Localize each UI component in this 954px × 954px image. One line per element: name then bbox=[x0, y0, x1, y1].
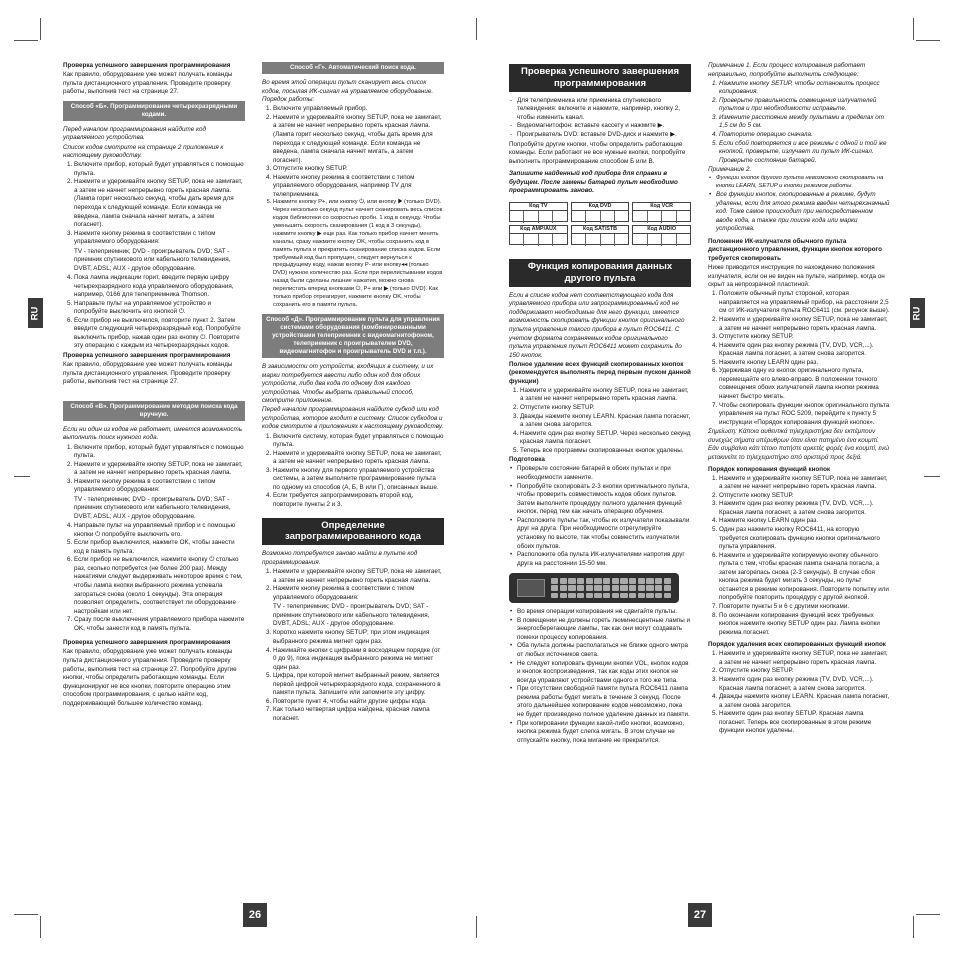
section-heading: Проверка успешного завершения программирования bbox=[63, 639, 231, 647]
section-band: Способ «Д». Программирование пульта для управления системами оборудования (комбинированными устройствами телеприемник с видеомагнитофоном, телеприемник с проигрывателем DVD, видеомагнитофон и проигрыватель DVD и т.п.). bbox=[262, 314, 444, 358]
crop-mark bbox=[916, 914, 940, 915]
section-heading: Подготовка bbox=[509, 456, 545, 464]
steps-list bbox=[63, 444, 245, 495]
list-item: 3. Дважды нажмите кнопку LEARN. Красная лампа погаснет, а затем снова загорится. bbox=[520, 413, 691, 430]
crop-mark bbox=[476, 18, 477, 40]
list-item: 6. Если прибор не выключился, повторите пункт 2. Затем введите следующий четырехразрядный код. Попробуйте выключить прибор, нажав один раз кнопку ⏻. Повторите эту операцию с каждым из четырехразрядных кодов. bbox=[74, 317, 245, 351]
steps-list bbox=[63, 522, 245, 633]
section-band: Проверка успешного завершения программирования bbox=[509, 64, 691, 92]
list-item: 4. Нажмите один раз кнопку SETUP. Через несколько секунд красная лампа погаснет. bbox=[520, 430, 691, 447]
list-item: • В помещении не должны гореть люминесцентные лампы и энергосберегающие лампы, так как они могут создавать помехи процессу копирования. bbox=[517, 617, 691, 643]
steps-list bbox=[509, 387, 691, 456]
list-item: 3. Нажмите кнопку для первого управляемого устройства системы, а затем выполните программирование пульта по одному из способов (А, Б, В или Г), описанных выше. bbox=[273, 467, 444, 493]
list-item: 1. Нажмите и удерживайте кнопку SETUP, пока не замигает, а затем не начнет непрерывно гореть красная лампа. bbox=[719, 650, 890, 667]
list-item: 4. Дважды нажмите кнопку LEARN. Красная лампа погаснет, а затем снова загорится. bbox=[719, 693, 890, 710]
code-boxes bbox=[509, 202, 691, 245]
list-item: 4. Повторите операцию сначала. bbox=[719, 131, 890, 140]
code-box[interactable]: Код AUDIO bbox=[632, 225, 691, 245]
list-item: • При копировании функции какой-либо кнопки, возможно, кнопка режима будет слегка мигать. В этом случае не отпускайте кнопку, пока мигание не прекратится. bbox=[517, 720, 691, 746]
greek-note: Σημείωση: Κάποια αυθεντικά τηλεχειριστήρια δεν εκπέμπουν συνεχώς σήματα υπέρυθρων όταν είναι πατημένο ένα κουμπί. Εάν συμβαίνει κάτι τέτοιο πατήστε αρκετές φορές ένα κουμπί, ενώ μετακινείτε το τηλεχειριστήριο από αριστερά προς δεξιά. bbox=[708, 428, 890, 461]
list-item: 5. Нажмите один раз кнопку SETUP. Красная лампа погаснет. Теперь все скопированные в этом режиме функции кнопок удалены. bbox=[719, 710, 890, 736]
list-item: 3. Коротко нажмите кнопку SETUP; при этом индикация выбранного режима мигнет один раз. bbox=[273, 629, 444, 646]
list-item: 4. Направьте пульт на управляемый прибор и с помощью кнопки ⏻ попробуйте выключить его. bbox=[74, 522, 245, 539]
note-1 bbox=[708, 62, 890, 79]
list-item: 6. Повторите пункт 4, чтобы найти другие цифры кода. bbox=[273, 698, 444, 707]
list-item: 5. Если прибор выключился, нажмите OK, чтобы занести код в память пульта. bbox=[74, 539, 245, 556]
paragraph: Как правило, оборудование уже может получать команды пульта дистанционного управления. Проведите проверку работы, выполнив тест на странице 27. bbox=[63, 71, 233, 96]
list-item: 2. Отпустите кнопку SETUP. bbox=[719, 667, 890, 676]
section-band: Способ «Б». Программирование четырехразрядными кодами. bbox=[63, 101, 245, 121]
steps-list bbox=[262, 568, 444, 602]
language-tab-right: RU bbox=[910, 298, 925, 328]
section-band: Способ «В». Программирование методом поиска кода вручную. bbox=[63, 401, 245, 421]
bullet-list bbox=[509, 97, 691, 140]
note-text: Если процесс копирования работает неправильно, попробуйте выполнить следующее: bbox=[708, 62, 866, 78]
crop-mark bbox=[14, 476, 30, 477]
list-item: 5. Нажмите кнопку LEARN один раз. bbox=[719, 359, 890, 368]
bullet-list bbox=[509, 608, 691, 745]
list-item: 2. Нажмите и удерживайте кнопку SETUP, пока не замигает, а затем не начнет непрерывно гореть красная лампа. bbox=[719, 316, 890, 333]
section-heading: Проверка успешного завершения программирования bbox=[63, 352, 231, 359]
page-number-left: 26 bbox=[243, 903, 267, 927]
list-item: 2. Отпустите кнопку SETUP. bbox=[520, 404, 691, 413]
steps-list bbox=[63, 274, 245, 351]
crop-mark bbox=[916, 40, 940, 41]
list-item: 5. Цифра, при которой мигнет выбранный режим, является первой цифрой четырехразрядного кода, сохраненного в памяти пульта. Запишите или запомните эту цифру. bbox=[273, 672, 444, 698]
list-item: 6. Если прибор не выключился, нажмите кнопку ⏻ столько раз, сколько потребуется (не более 200 раз). Между нажатиями следует выдерживать некоторое время с тем, чтобы лампа кнопки выбранного режима успевала загораться снова (около 1 секунды). Эта операция позволяет определить, соответствует ли оборудование настройкам или нет. bbox=[74, 556, 245, 616]
list-item: 7. Как только четвертая цифра найдена, красная лампа погаснет. bbox=[273, 706, 444, 723]
list-item: 1. Положите обычный пульт стороной, которая направляется на управляемый прибор, на расстоянии 2,5 см от ИК-излучателя пульта ROC6411 (см. рисунок выше). bbox=[719, 290, 890, 316]
column-1 bbox=[63, 62, 245, 709]
list-item: 7. Сразу после выключения управляемого прибора нажмите OK, чтобы занести код в память пульта. bbox=[74, 616, 245, 633]
list-item: 6. Нажмите и удерживайте копируемую кнопку обычного пульта с тем, чтобы красная лампа сначала погасла, а затем загорелась снова (2-3 секунды). В случае сбоя кнопка режима будет мигать 3 секунды, но пульт останется в режиме копирования. Повторите попытку или попробуйте повторить процедуру с другой кнопкой. bbox=[719, 552, 890, 603]
italic-note: В зависимости от устройств, входящих в систему, и их марки потребуется ввести либо один код для обоих устройств, либо два кода по одному для каждого устройства. Чтобы выбрать правильный способ, смотрите приложение. bbox=[262, 363, 434, 405]
list-item: 1. Нажмите кнопку SETUP, чтобы остановить процесс копирования. bbox=[719, 80, 890, 97]
list-item: 1. Включите прибор, который будет управляться с помощью пульта. bbox=[74, 161, 245, 178]
list-item: 5. Нажмите кнопку P+, или кнопку ⏻, или кнопку ▶ (только DVD). Через несколько секунд пульт начнет сканировать весь список кодов библиотеки со скоростью пробн. 1 код в секунду. Чтобы уменьшить скорость сканирования (1 код в 3 секунды), нажмите кнопку ▶ еще раз. Как только прибор начнет менять каналы, сразу нажмите кнопку OK, чтобы сохранить код в память пульта и прекратить сканирование списка кодов. Если требуемый код был пропущен, следует вернуться к предыдущему коду, нажав кнопку P- или кнопку◂◂ (только DVD) нужное количество раз. Если при перелистывании кодов назад были сделаны лишние нажатия, можно снова перелистать вперед кнопками ⏻, P+ или ▶ (только DVD). Как только прибор отреагирует, нажмите кнопку OK, чтобы сохранить его в памяти пульта. bbox=[273, 199, 444, 309]
bold-note: Запишите найденный код прибора для справки в будущем. После замены батарей пульт необходимо программировать заново. bbox=[509, 170, 678, 195]
paragraph: Как правило, оборудование уже может получать команды пульта дистанционного управления. Проведите проверку работы, выполнив тест на странице 27. Попробуйте другие кнопки, чтобы определить работающие команды. Если функционируют не все кнопки, повторите операцию этим способом программирования, с целью найти код, поддерживающий большее количество команд. bbox=[63, 648, 237, 707]
list-item: 5. Если сбой повторяется и все режимы с одной и той же кнопкой, проверьте, излучает ли пульт ИК-сигнал. Проверьте состояние батарей. bbox=[719, 140, 890, 166]
crop-mark bbox=[40, 18, 41, 40]
steps-list bbox=[262, 105, 444, 309]
list-item: 3. Отпустите кнопку SETUP. bbox=[719, 333, 890, 342]
section-band: Функция копирования данных другого пульта bbox=[509, 259, 691, 287]
paragraph: Попробуйте другие кнопки, чтобы определить работающие команды. Если работают не все нужные кнопки, попробуйте выполнить программирование способом Б или В. bbox=[509, 140, 686, 165]
list-item: 2. Нажмите и удерживайте кнопку SETUP, пока не замигает, а затем не начнет непрерывно гореть красная лампа. (Лампа горит несколько секунд, чтобы дать время для перехода к следующей команде. Если команда не введена, лампа сначала начнет мигать, а затем погаснет). bbox=[74, 178, 245, 229]
list-item: 1. Нажмите и удерживайте кнопку SETUP, пока не замигает, а затем не начнет непрерывно гореть красная лампа. bbox=[273, 568, 444, 585]
italic-note: Список кодов смотрите на странице 2 приложения к настоящему руководству. bbox=[63, 143, 224, 160]
steps-list bbox=[708, 290, 890, 427]
paragraph: Ниже приводится инструкция по нахождению положения излучателя, если он не виден на пульте, например, когда он скрыт за непрозрачной пластиной. bbox=[708, 264, 885, 289]
column-4 bbox=[708, 62, 890, 737]
italic-note: Перед началом программирования найдите субкод или код устройства, которое входит в систему. Список субкодов и кодов смотрите в приложениях к настоящему руководству. bbox=[262, 406, 444, 431]
list-item: • Все функции кнопок, скопированные в режиме, будут удалены, если для этого режима введен четырехзначный код. Тоже самое происходит при непосредственном вводе кода, а также при поиске кода или марки устройства. bbox=[716, 191, 890, 234]
list-item: 1. Включите систему, которая будет управляться с помощью пульта. bbox=[273, 433, 444, 450]
steps-list bbox=[262, 629, 444, 723]
section-heading: Проверка успешного завершения программирования bbox=[63, 62, 231, 69]
list-item: • Расположите оба пульта ИК-излучателями напротив друг друга на расстоянии 15-50 мм. bbox=[517, 551, 691, 568]
list-item: - Проигрыватель DVD: вставьте DVD-диск и нажмите ▶. bbox=[517, 131, 691, 140]
page-number-right: 27 bbox=[688, 903, 712, 927]
list-item: • Во время операции копирования не сдвигайте пульты. bbox=[517, 608, 691, 617]
list-item: 2. Нажмите и удерживайте кнопку SETUP, пока не замигает, а затем не начнет непрерывно гореть красная лампа. (Лампа горит несколько секунд, чтобы дать время для перехода к следующей команде. Если команда не введена, лампа сначала начнет мигать, а затем погаснет). bbox=[273, 114, 444, 165]
list-item: 3. Нажмите один раз кнопку режима (TV, DVD, VCR,...). Красная лампа погаснет, а затем снова загорится. bbox=[719, 676, 890, 693]
italic-note: Если в списке кодов нет соответствующего кода для управляемого прибора или запрограммированный код не поддерживает необходимые для него функции, имеется возможность скопировать функции кнопок оригинального пульта управления такого прибора в пульт ROC6411. С учетом формата сохраняемых кодов оригинального пульта управления пульт ROC6411 может сохранить до 150 кнопок. bbox=[509, 291, 685, 359]
list-item: 2. Проверьте правильность совмещения излучателей пультов и при необходимости исправьте. bbox=[719, 97, 890, 114]
list-item: 1. Включите прибор, который будет управляться с помощью пульта. bbox=[74, 444, 245, 461]
bullet-list bbox=[509, 465, 691, 568]
crop-mark bbox=[40, 916, 41, 938]
list-item: 1. Нажмите и удерживайте кнопку SETUP, пока не замигает, а затем не начнет непрерывно гореть красная лампа. bbox=[520, 387, 691, 404]
section-heading: Порядок копирования функций кнопок bbox=[708, 465, 831, 473]
steps-list bbox=[708, 80, 890, 166]
list-item: 7. Чтобы скопировать функции кнопок оригинального пульта управления на пульт ROC 5209, перейдите к пункту 5 инструкции «Порядок копирования функций кнопок». bbox=[719, 402, 890, 428]
crop-mark bbox=[14, 914, 38, 915]
bullet-list bbox=[708, 175, 890, 234]
section-heading: Полное удаление всех функций скопированных кнопок (рекомендуется выполнять перед первым пуском данной функции) bbox=[509, 360, 691, 385]
list-item: • Попробуйте скопировать 2-3 кнопки оригинального пульта, чтобы проверить совместимость кодов обоих пультов. Затем выполните процедуру полного удаления функций кнопок, перед тем как начать операцию обучения. bbox=[517, 483, 691, 517]
list-item: 2. Нажмите и удерживайте кнопку SETUP, пока не замигает, а затем не начнет непрерывно гореть красная лампа. bbox=[273, 450, 444, 467]
code-box[interactable]: Код AMP/AUX bbox=[509, 225, 568, 245]
section-heading: Порядок удаления всех скопированных функций кнопок bbox=[708, 641, 886, 649]
modes-text: TV - телеприемник; DVD - проигрыватель DVD; SAT - приемник спутникового или кабельного телевидения, DVBT, ADSL; AUX - другое оборудование. bbox=[74, 495, 231, 520]
column-3 bbox=[509, 62, 691, 746]
list-item: 8. По окончании копирования функций всех требуемых кнопок нажмите кнопку SETUP один раз. Лампа кнопки режима погаснет. bbox=[719, 612, 890, 638]
list-item: 3. Измените расстояние между пультами в пределах от 1,5 см до 5 см. bbox=[719, 114, 890, 131]
list-item: 3. Отпустите кнопку SETUP. bbox=[273, 165, 444, 174]
list-item: 4. Пока лампа индикации горит, введите первую цифру четырехразрядного кода управляемого оборудования, например, 0166 для телеприемника Thomson. bbox=[74, 274, 245, 300]
list-item: 4. Нажимайте кнопки с цифрами в восходящем порядке (от 0 до 9), пока индикация выбранного режима не мигнет один раз. bbox=[273, 647, 444, 673]
code-box[interactable]: Код DVD bbox=[571, 202, 630, 222]
list-item: 5. Теперь все программы скопированных кнопок удалены. bbox=[520, 447, 691, 456]
note-label: Примечание 2. bbox=[708, 166, 752, 174]
italic-note: Возможно потребуется заново найти в пульте код программирования. bbox=[262, 550, 418, 566]
list-item: - Видеомагнитофон: вставьте кассету и нажмите ▶. bbox=[517, 122, 691, 131]
steps-list bbox=[708, 475, 890, 638]
list-item: 3. Нажмите один раз кнопку режима (TV, DVD, VCR,...). Красная лампа погаснет, а затем снова загорится. bbox=[719, 500, 890, 517]
code-box[interactable]: Код TV bbox=[509, 202, 568, 222]
crop-mark bbox=[913, 916, 914, 938]
list-item: • Проверьте состояние батарей в обоих пультах и при необходимости замените. bbox=[517, 465, 691, 482]
list-item: 4. Если требуется запрограммировать второй код, повторите пункты 2 и 3. bbox=[273, 492, 444, 509]
crop-mark bbox=[913, 18, 914, 40]
steps-list bbox=[63, 161, 245, 247]
list-item: 3. Нажмите кнопку режима в соответствии с типом управляемого оборудования: bbox=[74, 230, 245, 247]
list-item: 2. Нажмите кнопку режима в соответствии с типом управляемого оборудования: bbox=[273, 585, 444, 602]
list-item: 4. Нажмите кнопку LEARN один раз. bbox=[719, 517, 890, 526]
crop-mark bbox=[924, 476, 940, 477]
list-item: 2. Отпустите кнопку SETUP. bbox=[719, 492, 890, 501]
column-2 bbox=[262, 62, 444, 725]
list-item: • При отсутствии свободной памяти пульта ROC6411 лампа режима работы будет мигать в течение 3 секунд. После этого дальнейшее копирование кодов невозможно, пока не будет произведено полное удаление данных из памяти. bbox=[517, 685, 691, 719]
list-item: 1. Нажмите и удерживайте кнопку SETUP, пока не замигает, а затем не начнет непрерывно гореть красная лампа. bbox=[719, 475, 890, 492]
crop-mark bbox=[476, 916, 477, 938]
italic-note: Если ни один из кодов не работает, имеется возможность выполнить поиск нужного кода. bbox=[63, 425, 243, 442]
section-band: Определение запрограммированного кода bbox=[262, 518, 444, 546]
language-tab-left: RU bbox=[28, 298, 43, 328]
list-item: 3. Нажмите кнопку режима в соответствии с типом управляемого оборудования: bbox=[74, 478, 245, 495]
list-item: 7. Повторите пункты 5 и 6 с другими кнопками. bbox=[719, 603, 890, 612]
list-item: • Расположите пульты так, чтобы их излучатели показывали друг на друга. При необходимости отрегулируйте установку по высоте, так чтобы совместить излучатели обоих пультов. bbox=[517, 517, 691, 551]
list-item: 2. Нажмите и удерживайте кнопку SETUP, пока не замигает, а затем не начнет непрерывно гореть красная лампа. bbox=[74, 461, 245, 478]
list-item: - Для телеприемника или приемника спутникового телевидения: включите и нажмите, например, кнопку 2, чтобы изменить канал. bbox=[517, 97, 691, 123]
list-item: • Оба пульта должны располагаться не ближе одного метра от любых источников света. bbox=[517, 642, 691, 659]
crop-mark bbox=[14, 40, 38, 41]
list-item: 1. Включите управляемый прибор. bbox=[273, 105, 444, 114]
list-item: 5. Один раз нажмите кнопку ROC6411, на которую требуется скопировать функцию кнопки оригинального пульта управления. bbox=[719, 526, 890, 552]
italic-note: Во время этой операции пульт сканирует весь список кодов, посылая ИК-сигнал на управляемое оборудование. Порядок работы: bbox=[262, 79, 434, 104]
list-item: 4. Нажмите один раз кнопку режима (TV, DVD, VCR,...). Красная лампа погаснет, а затем снова загорится. bbox=[719, 342, 890, 359]
list-item: • Не следует копировать функции кнопки VOL, кнопок кодов и кнопок воспроизведения, так как коды этих кнопок не всегда управляют устройствами одного и того же типа. bbox=[517, 660, 691, 686]
code-box[interactable]: Код VCR bbox=[632, 202, 691, 222]
code-box[interactable]: Код SAT/STB bbox=[571, 225, 630, 245]
section-band: Способ «Г». Автоматический поиск кода. bbox=[262, 62, 444, 74]
list-item: 5. Направьте пульт на управляемое устройство и попробуйте выключить его кнопкой ⏻. bbox=[74, 300, 245, 317]
list-item: 6. Удерживая одну из кнопок оригинального пульта, перемещайте его влево-вправо. В положении точного совмещения обоих излучателей лампа кнопки режима начнет быстро мигать. bbox=[719, 367, 890, 401]
paragraph: Как правило, оборудование уже может получать команды пульта дистанционного управления. Проведите проверку работы, выполнив тест на странице 27. bbox=[63, 361, 233, 386]
list-item: • Функции кнопок другого пульта невозможно скопировать на кнопки LEARN, SETUP и кнопки режимов работы. bbox=[716, 175, 890, 191]
remote-illustration bbox=[509, 573, 679, 603]
list-item: 4. Нажмите кнопку режима в соответствии с типом управляемого оборудования, например TV для телеприемника. bbox=[273, 174, 444, 200]
steps-list bbox=[708, 650, 890, 736]
section-heading: Положение ИК-излучателя обычного пульта дистанционного управления, функции кнопок которого требуется скопировать bbox=[708, 237, 882, 262]
steps-list bbox=[262, 433, 444, 510]
modes-text: TV - телеприемник; DVD - проигрыватель DVD; SAT - приемник спутникового или кабельного телевидения, DVBT, ADSL; AUX - другое оборудование. bbox=[74, 247, 231, 272]
modes-text: TV - телеприемник; DVD - проигрыватель DVD; SAT - приемник спутникового или кабельного телевидения, DVBT, ADSL; AUX - другое оборудование. bbox=[273, 603, 430, 628]
note-label: Примечание 1. bbox=[708, 62, 752, 69]
italic-note: Перед началом программирования найдите код управляемого устройства. bbox=[63, 125, 206, 142]
